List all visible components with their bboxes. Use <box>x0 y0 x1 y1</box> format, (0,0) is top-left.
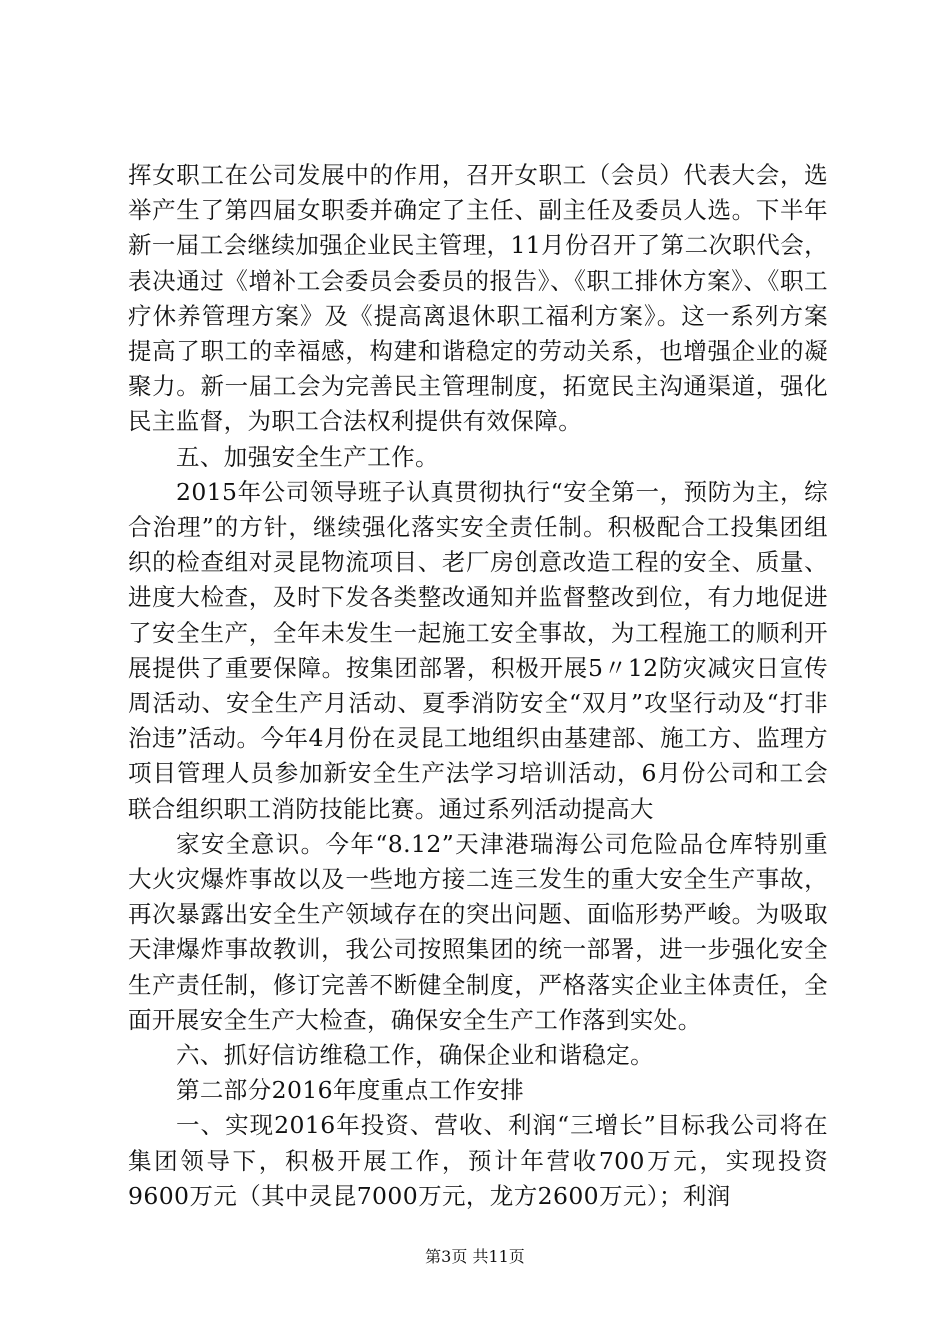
document-body <box>128 158 828 1214</box>
paragraph-tianjin-lesson: 家安全意识。今年“8.12”天津港瑞海公司危险品仓库特别重大火灾爆炸事故以及一些地方接二连三发生的重大安全生产事故，再次暴露出安全生产领域存在的突出问题、面临形势严峻。为吸取天津爆炸事故教训，我公司按照集团的统一部署，进一步强化安全生产责任制，修订完善不断健全制度，严格落实企业主体责任，全面开展安全生产大检查，确保安全生产工作落到实处。 <box>128 829 828 1034</box>
paragraph-women-workers: 挥女职工在公司发展中的作用，召开女职工（会员）代表大会，选举产生了第四届女职委并确定了主任、副主任及委员人选。下半年新一届工会继续加强企业民主管理，11月份召开了第二次职代会，表决通过《增补工会委员会委员的报告》、《职工排休方案》、《职工疗休养管理方案》及《提高离退休职工福利方案》。这一系列方案提高了职工的幸福感，构建和谐稳定的劳动关系，也增强企业的凝聚力。新一届工会为完善民主管理制度，拓宽民主沟通渠道，强化民主监督，为职工合法权利提供有效保障。 <box>128 161 828 436</box>
heading-petition-stability: 六、抓好信访维稳工作，确保企业和谐稳定。 <box>176 1041 654 1070</box>
page-footer <box>0 1244 950 1267</box>
page-number-label: 第3页 共11页 <box>425 1247 525 1266</box>
heading-safety-production: 五、加强安全生产工作。 <box>176 442 439 471</box>
paragraph-safety-2015: 2015年公司领导班子认真贯彻执行“安全第一，预防为主，综合治理”的方针，继续强化落实安全责任制。积极配合工投集团组织的检查组对灵昆物流项目、老厂房创意改造工程的安全、质量、进度大检查，及时下发各类整改通知并监督整改到位，有力地促进了安全生产，全年未发生一起施工安全事故，为工程施工的顺利开展提供了重要保障。按集团部署，积极开展5〃12防灾减灾日宣传周活动、安全生产月活动、夏季消防安全“双月”攻坚行动及“打非治违”活动。今年4月份在灵昆工地组织由基建部、施工方、监理方项目管理人员参加新安全生产法学习培训活动，6月份公司和工会联合组织职工消防技能比赛。通过系列活动提高大 <box>128 477 828 823</box>
paragraph-three-growth-target: 一、实现2016年投资、营收、利润“三增长”目标我公司将在集团领导下，积极开展工作，预计年营收700万元，实现投资9600万元（其中灵昆7000万元，龙方2600万元）；利润 <box>128 1111 828 1210</box>
heading-part-two-2016: 第二部分2016年度重点工作安排 <box>176 1076 525 1105</box>
